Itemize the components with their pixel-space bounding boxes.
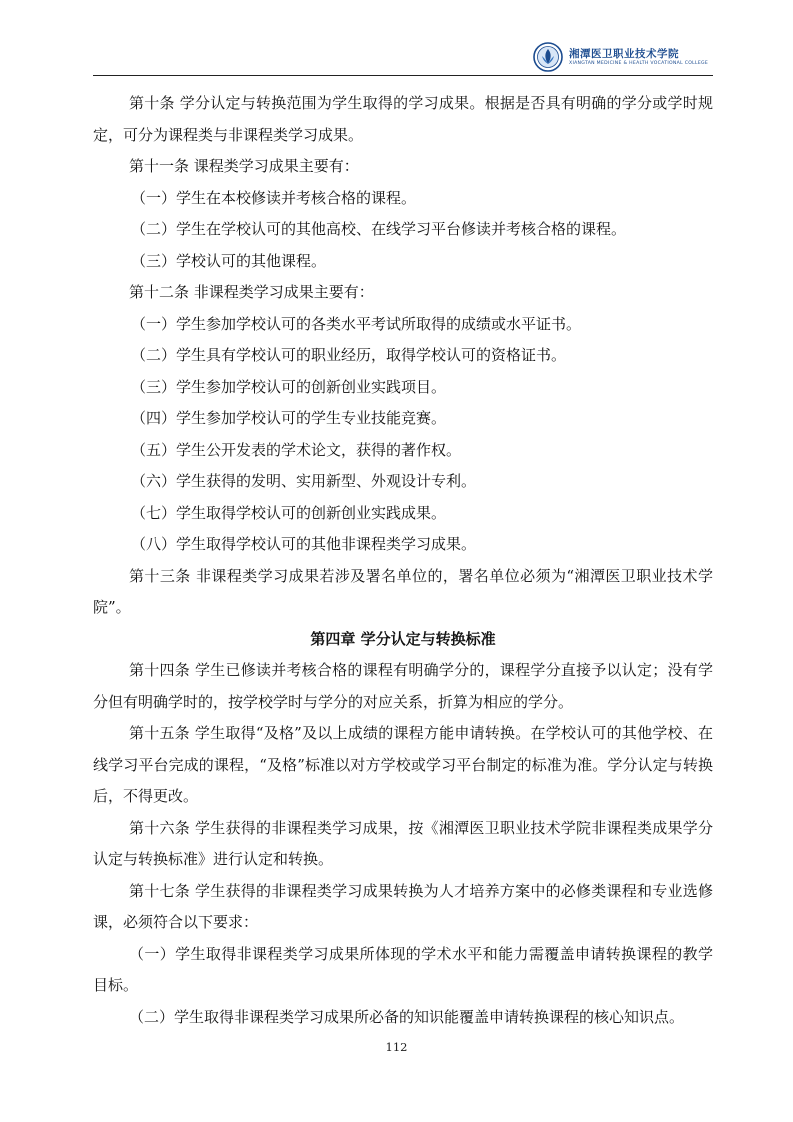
header-divider: [93, 75, 713, 76]
article-17-item-1: （一）学生取得非课程类学习成果所体现的学术水平和能力需覆盖申请转换课程的教学目标。: [93, 944, 713, 994]
article-16: 第十六条 学生获得的非课程类学习成果，按《湘潭医卫职业技术学院非课程类成果学分认定与转换标准》进行认定和转换。: [93, 818, 713, 868]
article-12-item-6: （六）学生获得的发明、实用新型、外观设计专利。: [131, 472, 477, 490]
article-15: 第十五条 学生取得“及格”及以上成绩的课程方能申请转换。在学校认可的其他学校、在线学习平台完成的课程，“及格”标准以对方学校或学习平台制定的标准为准。学分认定与转换后，不得更改。: [93, 724, 713, 805]
article-11: 第十一条 课程类学习成果主要有：: [129, 157, 359, 175]
article-11-item-3: （三）学校认可的其他课程。: [131, 251, 327, 270]
college-logo-english: XIANGTAN MEDICINE & HEALTH VOCATIONAL COLLEGE: [569, 61, 709, 66]
page-number: 112: [385, 1040, 408, 1054]
college-emblem-icon: [533, 42, 563, 72]
college-logo-name: 湘潭医卫职业技术学院: [569, 48, 679, 60]
college-logo: [533, 40, 713, 74]
article-12-item-2: （二）学生具有学校认可的职业经历，取得学校认可的资格证书。: [131, 346, 567, 364]
article-17: 第十七条 学生获得的非课程类学习成果转换为人才培养方案中的必修类课程和专业选修课，必须符合以下要求：: [93, 881, 713, 931]
article-12-item-4: （四）学生参加学校认可的学生专业技能竞赛。: [131, 409, 447, 427]
article-12-item-5: （五）学生公开发表的学术论文，获得的著作权。: [131, 440, 462, 459]
chapter-title: 第四章 学分认定与转换标准: [310, 629, 496, 648]
article-12: 第十二条 非课程类学习成果主要有：: [129, 283, 374, 301]
article-12-item-7: （七）学生取得学校认可的创新创业实践成果。: [131, 503, 447, 522]
article-11-item-1: （一）学生在本校修读并考核合格的课程。: [131, 188, 417, 207]
article-12-item-8: （八）学生取得学校认可的其他非课程类学习成果。: [131, 535, 477, 553]
article-17-item-2: （二）学生取得非课程类学习成果所必备的知识能覆盖申请转换课程的核心知识点。: [129, 1007, 685, 1026]
page-header: [93, 40, 713, 76]
article-14: 第十四条 学生已修读并考核合格的课程有明确学分的，课程学分直接予以认定；没有学分但有明确学时的，按学校学时与学分的对应关系，折算为相应的学分。: [93, 661, 713, 711]
document-body: [93, 88, 713, 1033]
article-12-item-3: （三）学生参加学校认可的创新创业实践项目。: [131, 377, 447, 396]
article-11-item-2: （二）学生在学校认可的其他高校、在线学习平台修读并考核合格的课程。: [131, 220, 627, 238]
article-12-item-1: （一）学生参加学校认可的各类水平考试所取得的成绩或水平证书。: [131, 314, 582, 333]
article-10: 第十条 学分认定与转换范围为学生取得的学习成果。根据是否具有明确的学分或学时规定，可分为课程类与非课程类学习成果。: [93, 94, 713, 144]
article-13: 第十三条 非课程类学习成果若涉及署名单位的，署名单位必须为“湘潭医卫职业技术学院”。: [93, 566, 713, 616]
